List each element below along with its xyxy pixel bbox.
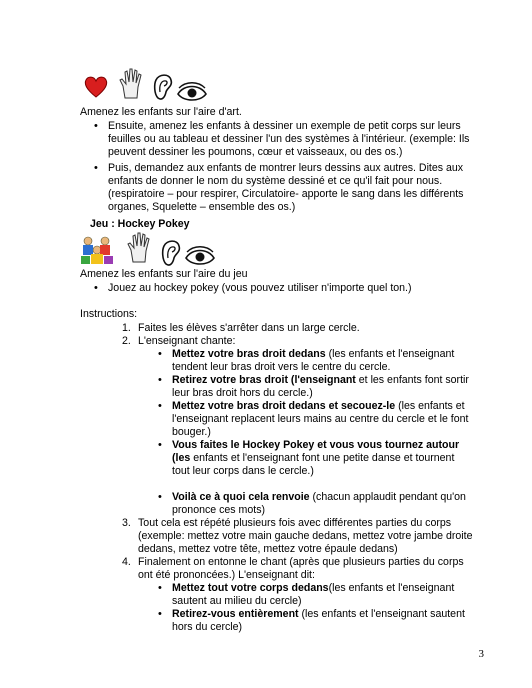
step-text: Faites les élèves s'arrêter dans un large cercle. <box>138 322 360 334</box>
ear-icon <box>160 238 182 268</box>
list-item <box>122 322 478 335</box>
list-item: • Mettez votre bras droit dedans et secouez-le (les enfants et l'enseignant replacent leurs mains au centre du cercle et le font bouger.) <box>172 400 474 439</box>
sub-list <box>172 582 474 634</box>
page-number: 3 <box>478 648 484 660</box>
list-item: • Jouez au hockey pokey (vous pouvez utiliser n'importe quel ton.) <box>108 282 480 295</box>
hand-icon <box>118 68 146 100</box>
list-item <box>122 556 478 634</box>
step-text: Finalement on entonne le chant (après que plusieurs parties du corps ont été prononcées.) L'enseignant dit: <box>138 556 464 581</box>
game-title: Jeu : Hockey Pokey <box>90 218 190 230</box>
list-item: • Retirez-vous entièrement (les enfants et l'enseignant sautent hors du cercle) <box>172 608 474 634</box>
ear-icon <box>152 72 174 102</box>
instructions-list <box>122 322 478 634</box>
list-item: • Vous faites le Hockey Pokey et vous vous tournez autour (les enfants et l'enseignant font une petite danse et tournent tout leur corps dans le cercle.) <box>172 439 474 478</box>
list-item: • Mettez tout votre corps dedans(les enfants et l'enseignant sautent au milieu du cercle) <box>172 582 474 608</box>
step-number: 3. <box>122 517 131 529</box>
step-number: 2. <box>122 335 131 347</box>
list-item: • Puis, demandez aux enfants de montrer leurs dessins aux autres. Dites aux enfants de donner le nom du système dessiné et ce qu'il fait pour nous. (respiratoire – pour respirer, Circulatoire- apporte le sang dans les différents organes, Squelette – ensemble des os.) <box>108 162 480 214</box>
eye-icon <box>176 82 208 104</box>
eye-icon <box>184 246 216 268</box>
step-number: 4. <box>122 556 131 568</box>
step-text: Tout cela est répété plusieurs fois avec différentes parties du corps (exemple: mettez votre main gauche dedans, mettez votre jambe droite dedans, mettez votre tête, mettez votre épaule dedans) <box>138 517 473 555</box>
sub-list <box>172 348 474 517</box>
list-item <box>122 517 478 556</box>
game-bullet-list <box>108 282 480 295</box>
list-item: • Mettez votre bras droit dedans (les enfants et l'enseignant tendent leur bras droit vers le centre du cercle. <box>172 348 474 374</box>
heart-icon <box>84 76 108 98</box>
list-item: • Ensuite, amenez les enfants à dessiner un exemple de petit corps sur leurs feuilles ou au tableau et dessiner l'un des systèmes à l'intérieur. (exemple: Ils peuvent dessiner les poumons, cœur et vaisseaux, ou des os.) <box>108 120 480 159</box>
sense-icons-row-2 <box>80 232 215 272</box>
hand-icon <box>126 232 154 264</box>
sense-icons-row-1 <box>80 66 210 106</box>
list-item: • Voilà ce à quoi cela renvoie (chacun applaudit pendant qu'on prononce ces mots) <box>172 491 474 517</box>
section1-bullet-list <box>108 120 480 214</box>
section1-intro: Amenez les enfants sur l'aire d'art. <box>80 106 242 118</box>
step-text: L'enseignant chante: <box>138 335 236 347</box>
children-icon <box>80 236 114 266</box>
step-number: 1. <box>122 322 131 334</box>
instructions-label: Instructions: <box>80 308 138 320</box>
list-item: • Retirez votre bras droit (l'enseignant et les enfants font sortir leur bras droit hors du cercle.) <box>172 374 474 400</box>
game-intro: Amenez les enfants sur l'aire du jeu <box>80 268 248 280</box>
list-item <box>122 335 478 517</box>
